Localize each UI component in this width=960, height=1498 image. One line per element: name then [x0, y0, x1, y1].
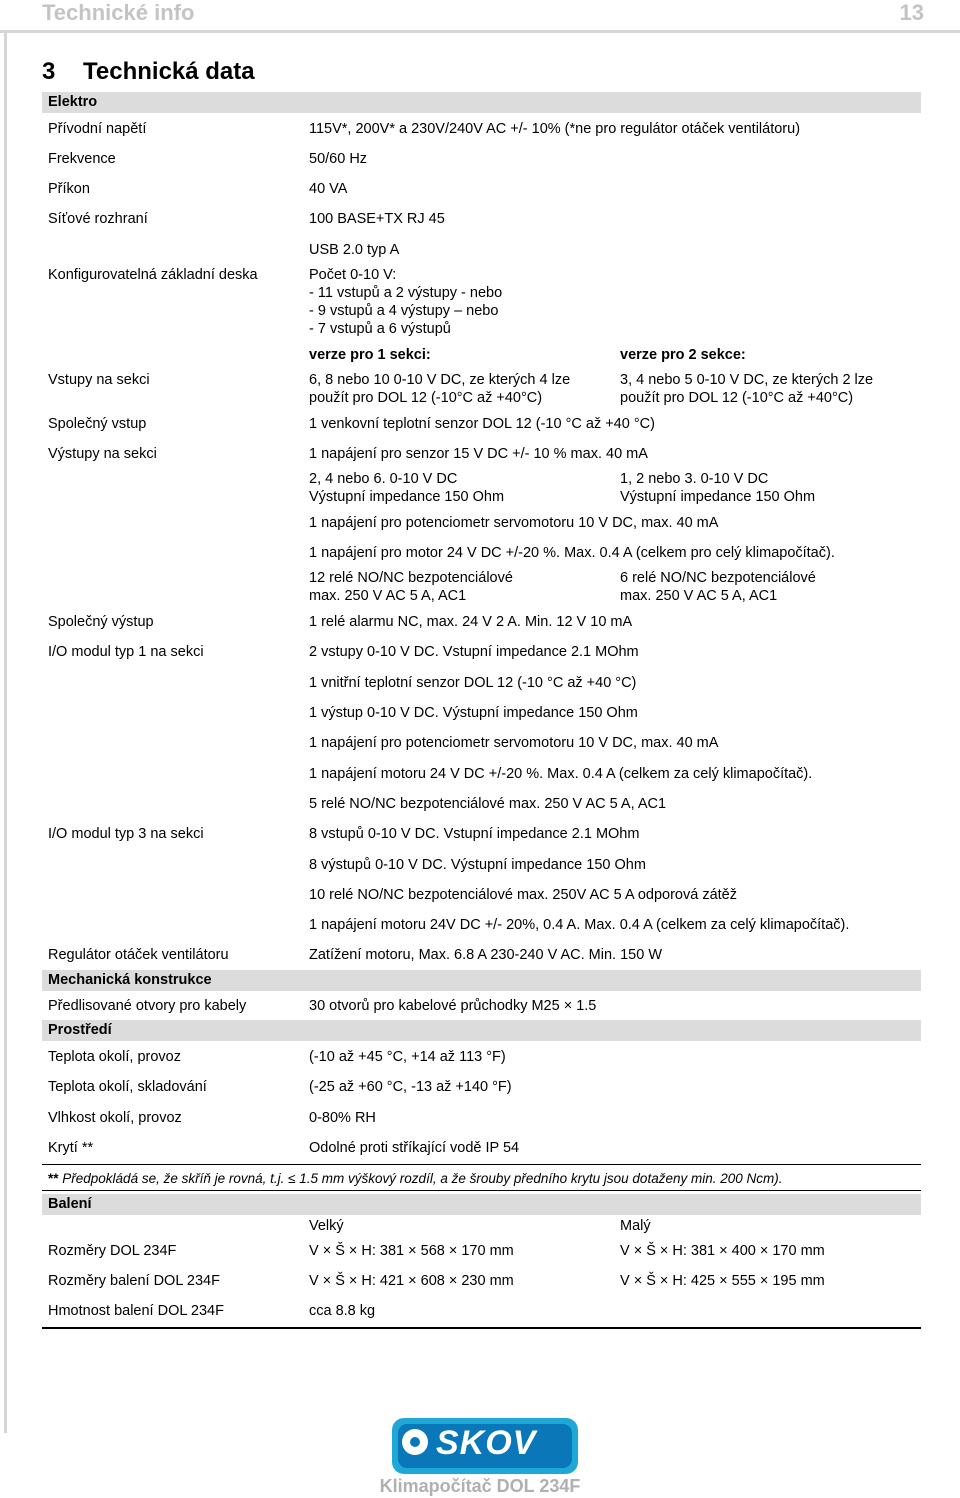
hmotnost-value: cca 8.8 kg — [309, 1303, 376, 1319]
mechanika-heading: Mechanická konstrukce — [42, 970, 921, 991]
io1-value3: 1 výstup 0-10 V DC. Výstupní impedance 150 Ohm — [309, 705, 638, 721]
col-velky: Velký — [309, 1218, 344, 1234]
frekvence-value: 50/60 Hz — [309, 151, 368, 167]
vstupy-v2-line2: použít pro DOL 12 (-10°C až +40°C) — [620, 390, 854, 406]
rele-v2-line1: 6 relé NO/NC bezpotenciálové — [620, 570, 816, 586]
io3-value1: 8 vstupů 0-10 V DC. Vstupní impedance 2.1 MOhm — [309, 826, 640, 842]
io3-value2: 8 výstupů 0-10 V DC. Výstupní impedance 150 Ohm — [309, 857, 646, 873]
vlhkost-label: Vlhkost okolí, provoz — [48, 1110, 182, 1126]
prikon-value: 40 VA — [309, 181, 348, 197]
vstupy-label: Vstupy na sekci — [48, 372, 150, 388]
io1-value4: 1 napájení pro potenciometr servomotoru 10 V DC, max. 40 mA — [309, 735, 719, 751]
baleni-heading: Balení — [42, 1194, 921, 1215]
rozmery-baleni-label: Rozměry balení DOL 234F — [48, 1273, 220, 1289]
table-bottom-border — [42, 1327, 921, 1329]
kryti-label: Krytí ** — [48, 1140, 94, 1156]
spol-vstup-value: 1 venkovní teplotní senzor DOL 12 (-10 °C až +40 °C) — [309, 416, 655, 432]
io1-label: I/O modul typ 1 na sekci — [48, 644, 204, 660]
vystupy-v1-line1: 2, 4 nebo 6. 0-10 V DC — [309, 471, 458, 487]
konfig-line3: - 9 vstupů a 4 výstupy – nebo — [309, 303, 499, 319]
elektro-heading: Elektro — [42, 92, 921, 113]
footnote — [48, 1171, 783, 1186]
regulator-label: Regulátor otáček ventilátoru — [48, 947, 229, 963]
spol-vstup-label: Společný vstup — [48, 416, 147, 432]
frekvence-label: Frekvence — [48, 151, 116, 167]
verze2-heading: verze pro 2 sekce: — [620, 347, 746, 363]
io3-label: I/O modul typ 3 na sekci — [48, 826, 204, 842]
vystupy-value3: 1 napájení pro motor 24 V DC +/-20 %. Max. 0.4 A (celkem pro celý klimapočítač). — [309, 545, 835, 561]
vystupy-label: Výstupy na sekci — [48, 446, 157, 462]
konfig-line4: - 7 vstupů a 6 výstupů — [309, 321, 451, 337]
konfig-label: Konfigurovatelná základní deska — [48, 267, 258, 283]
logo-text: SKOV — [436, 1424, 537, 1462]
vystupy-value2: 1 napájení pro potenciometr servomotoru 10 V DC, max. 40 mA — [309, 515, 719, 531]
sitove-label: Síťové rozhraní — [48, 211, 148, 227]
io1-value6: 5 relé NO/NC bezpotenciálové max. 250 V AC 5 A, AC1 — [309, 796, 667, 812]
usb-value: USB 2.0 typ A — [309, 242, 400, 258]
sitove-value: 100 BASE+TX RJ 45 — [309, 211, 445, 227]
rozmery-baleni-maly: V × Š × H: 425 × 555 × 195 mm — [620, 1273, 825, 1289]
table-divider — [42, 1190, 921, 1191]
skov-logo — [392, 1418, 578, 1474]
header-title: Technické info — [42, 0, 195, 25]
footnote-marker: ** — [48, 1171, 59, 1186]
spol-vystup-value: 1 relé alarmu NC, max. 24 V 2 A. Min. 12 V 10 mA — [309, 614, 633, 630]
section-number: 3 — [42, 58, 56, 85]
left-margin-rule — [4, 33, 7, 1433]
rozmery-maly: V × Š × H: 381 × 400 × 170 mm — [620, 1243, 825, 1259]
vstupy-v1-line2: použít pro DOL 12 (-10°C až +40°C) — [309, 390, 543, 406]
io1-value1: 2 vstupy 0-10 V DC. Vstupní impedance 2.1 MOhm — [309, 644, 639, 660]
rele-v1-line1: 12 relé NO/NC bezpotenciálové — [309, 570, 513, 586]
rele-v1-line2: max. 250 V AC 5 A, AC1 — [309, 588, 467, 604]
section-title-text: Technická data — [83, 58, 255, 85]
rozmery-label: Rozměry DOL 234F — [48, 1243, 177, 1259]
vystupy-value1: 1 napájení pro senzor 15 V DC +/- 10 % max. 40 mA — [309, 446, 648, 462]
verze1-heading: verze pro 1 sekci: — [309, 347, 431, 363]
footnote-text: Předpokládá se, že skříň je rovná, t.j. ≤ 1.5 mm výškový rozdíl, a že šrouby předního krytu jsou dotaženy min. 200 Ncm). — [58, 1171, 783, 1186]
logo-mark-icon — [402, 1429, 428, 1455]
io3-value4: 1 napájení motoru 24V DC +/- 20%, 0.4 A. Max. 0.4 A (celkem za celý klimapočítač). — [309, 917, 850, 933]
napeti-label: Přívodní napětí — [48, 121, 147, 137]
footer-title: Klimapočítač DOL 234F — [379, 1476, 581, 1496]
rozmery-baleni-velky: V × Š × H: 421 × 608 × 230 mm — [309, 1273, 514, 1289]
kryti-value: Odolné proti stříkající vodě IP 54 — [309, 1140, 520, 1156]
rozmery-velky: V × Š × H: 381 × 568 × 170 mm — [309, 1243, 514, 1259]
prostredi-heading: Prostředí — [42, 1020, 921, 1041]
vystupy-v2-line1: 1, 2 nebo 3. 0-10 V DC — [620, 471, 769, 487]
hmotnost-label: Hmotnost balení DOL 234F — [48, 1303, 224, 1319]
otvory-label: Předlisované otvory pro kabely — [48, 998, 247, 1014]
rele-v2-line2: max. 250 V AC 5 A, AC1 — [620, 588, 778, 604]
regulator-value: Zatížení motoru, Max. 6.8 A 230-240 V AC. Min. 150 W — [309, 947, 663, 963]
konfig-line1: Počet 0-10 V: — [309, 267, 397, 283]
provoz-value: (-10 až +45 °C, +14 až 113 °F) — [309, 1049, 506, 1065]
io3-value3: 10 relé NO/NC bezpotenciálové max. 250V AC 5 A odporová zátěž — [309, 887, 737, 903]
io1-value5: 1 napájení motoru 24 V DC +/-20 %. Max. 0.4 A (celkem za celý klimapočítač). — [309, 766, 813, 782]
vstupy-v2-line1: 3, 4 nebo 5 0-10 V DC, ze kterých 2 lze — [620, 372, 874, 388]
section-title — [42, 58, 255, 86]
col-maly: Malý — [620, 1218, 651, 1234]
vystupy-v2-line2: Výstupní impedance 150 Ohm — [620, 489, 816, 505]
table-divider — [42, 1164, 921, 1165]
napeti-value: 115V*, 200V* a 230V/240V AC +/- 10% (*ne pro regulátor otáček ventilátoru) — [309, 121, 801, 137]
page-number: 13 — [899, 0, 924, 25]
vystupy-v1-line2: Výstupní impedance 150 Ohm — [309, 489, 505, 505]
sklad-label: Teplota okolí, skladování — [48, 1079, 207, 1095]
vlhkost-value: 0-80% RH — [309, 1110, 376, 1126]
io1-value2: 1 vnitřní teplotní senzor DOL 12 (-10 °C až +40 °C) — [309, 675, 637, 691]
otvory-value: 30 otvorů pro kabelové průchodky M25 × 1.5 — [309, 998, 597, 1014]
provoz-label: Teplota okolí, provoz — [48, 1049, 181, 1065]
vstupy-v1-line1: 6, 8 nebo 10 0-10 V DC, ze kterých 4 lze — [309, 372, 571, 388]
konfig-line2: - 11 vstupů a 2 výstupy - nebo — [309, 285, 503, 301]
prikon-label: Příkon — [48, 181, 90, 197]
spol-vystup-label: Společný výstup — [48, 614, 154, 630]
header-divider — [0, 30, 960, 33]
sklad-value: (-25 až +60 °C, -13 až +140 °F) — [309, 1079, 512, 1095]
